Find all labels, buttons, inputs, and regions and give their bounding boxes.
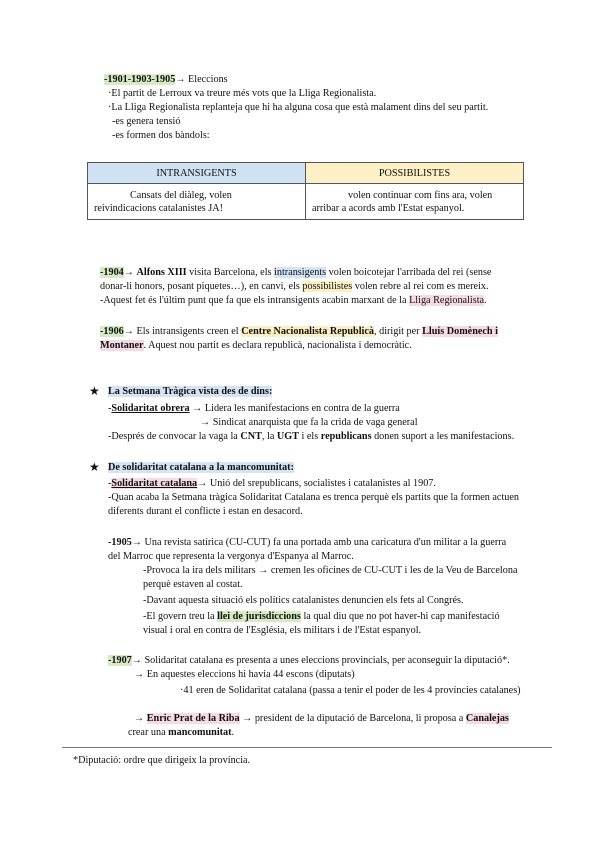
line-desacord: diferents durant el conflicte i estan en desacord. [108,506,303,517]
mancomunitat: mancomunitat [168,727,232,738]
solidaritat-title: De solidaritat catalana a la mancomunitat: [108,462,294,473]
line-1905-f: -El govern treu la llei de jurisdiccions la qual diu que no pot haver-hi cap manifestació [143,611,500,622]
line-1907-e: crear una mancomunitat. [128,727,235,738]
line-1906-b: Montaner. Aquest nou partit es declara republicà, nacionalista i democràtic. [100,340,412,351]
line-1905-g: visual i oral en contra de l'Església, els militars i de l'Estat espanyol. [143,625,422,636]
line-1904-b: donar-li honors, posant piquetes…), en canvi, els possibilistes volen rebre al rei com es mereix. [100,281,489,292]
line-1905: -1905→ Una revista satírica (CU-CUT) fa una portada amb una caricatura d'un militar a la guerra [108,537,507,548]
line-1907-d: → Enric Prat de la Riba → president de la diputació de Barcelona, li proposa a Canalejas [134,713,509,724]
intransigents-mark: intransigents [274,267,327,278]
line-sindicat: → Sindicat anarquista que fa la crida de vaga general [200,417,418,428]
ugt: UGT [276,431,299,442]
possibilistes-mark: possibilistes [302,281,353,292]
line-tensio: -es genera tensió [112,116,181,127]
line-1905-e: -Davant aquesta situació els polítics catalanistes denuncien els fets al Congrés. [143,595,464,606]
republicans: republicans [320,431,372,442]
lliga-regionalista-mark: Lliga Regionalista [409,295,485,306]
star-icon: ★ [89,384,100,398]
line-lerroux: ·El partit de Lerroux va treure més vots que la Lliga Regionalista. [108,88,377,99]
cnt: CNT [240,431,262,442]
centre-nacionalista: Centre Nacionalista Republicà [241,326,374,337]
setmana-title: La Setmana Tràgica vista des de dins: [108,386,273,397]
header-intransigents: INTRANSIGENTS [88,163,306,184]
solidaritat-catalana: Solidaritat catalana [111,478,198,489]
line-solidaritat-catalana: -Solidaritat catalana→ Unió del srepublicans, socialistes i catalanistes al 1907. [108,478,436,489]
line-1904: -1904→ Alfons XIII visita Barcelona, els intransigents volen boicotejar l'arribada del rei (sense [100,267,492,278]
year-1904: -1904 [100,267,124,278]
line-setmana-trencada: -Quan acaba la Setmana tràgica Solidaritat Catalana es trenca perquè els partits que la formen actuen [108,492,519,503]
line-solidaritat-obrera: -Solidaritat obrera → Lidera les manifestacions en contra de la guerra [108,403,400,414]
lluis-domenech: Lluís Domènech i [422,326,498,337]
line-1907-b: → En aquestes eleccions hi havia 44 escons (diputats) [134,669,355,680]
footnote-divider [62,747,552,748]
header-possibilistes: POSSIBILISTES [306,163,524,184]
line-1906: -1906→ Els intransigents creen el Centre Nacionalista Republicà, dirigit per Lluís Domènech i [100,326,498,337]
enric-prat: Enric Prat de la Riba [146,713,240,724]
line-1905-c: -Provoca la ira dels militars → cremen les oficines de CU-CUT i les de la Veu de Barcelona [143,565,518,576]
footnote: *Diputació: ordre que dirigeix la província. [73,755,251,766]
year-1907: -1907 [108,655,132,666]
llei-jurisdiccions: llei de jurisdiccions [217,611,301,622]
year-1905: -1905 [108,537,132,548]
line-lliga-replanteja: ·La Lliga Regionalista replanteja que hi ha alguna cosa que està malament dins del seu partit. [108,102,489,113]
solidaritat-obrera: Solidaritat obrera [111,403,190,414]
bandols-table [87,162,524,220]
line-1905-b: del Marroc que representa la vergonya d'Espanya al Marroc. [108,551,354,562]
line-vaga: -Després de convocar la vaga la CNT, la UGT i els republicans donen suport a les manifestacions. [108,431,515,442]
star-icon: ★ [89,460,100,474]
canalejas: Canalejas [465,713,509,724]
line-1901: -1901-1903-1905→ Eleccions [104,74,228,85]
cell-possibilistes: volen continuar com fins ara, volen arribar a acords amb l'Estat espanyol. [306,184,524,220]
line-1904-c: -Aquest fet és l'últim punt que fa que els intransigents acabin marxant de la Lliga Regionalista. [100,295,487,306]
years-1901-1905: -1901-1903-1905 [104,74,176,85]
line-1905-d: perquè estaven al costat. [143,579,243,590]
montaner: Montaner [100,340,144,351]
line-1907-c: ·41 eren de Solidaritat catalana (passa a tenir el poder de les 4 províncies catalanes) [180,685,521,696]
line-1907: -1907→ Solidaritat catalana es presenta a unes eleccions provincials, per aconseguir la diputació*. [108,655,510,666]
line-bandols: -es formen dos bàndols: [112,130,210,141]
alfons-xiii: Alfons XIII [136,267,187,278]
cell-intransigents: Cansats del diàleg, volen reivindicacions catalanistes JA! [88,184,306,220]
year-1906: -1906 [100,326,124,337]
